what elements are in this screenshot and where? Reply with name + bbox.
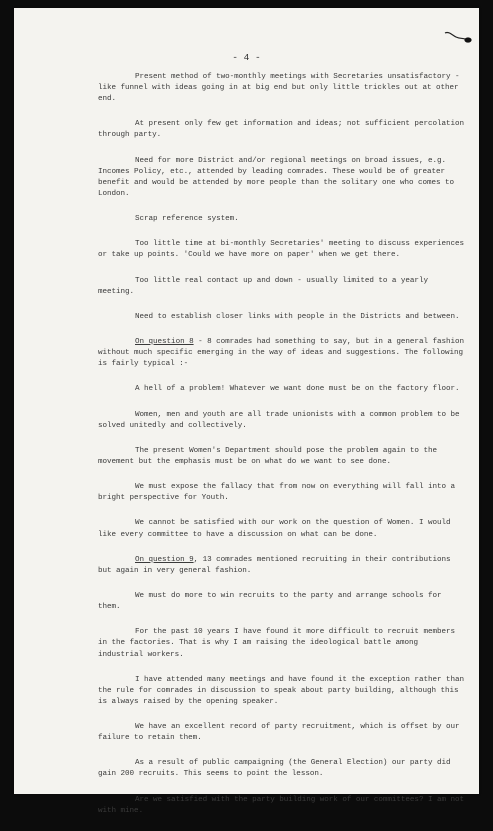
- paragraph: The present Women's Department should pose the problem again to the movement but the emphasis must be on what do we want to see done.: [98, 446, 437, 466]
- question-text: - 8 comrades had something to say, but in a general fashion without much specific emerging in the way of ideas and suggestions. The following is fairly typical :-: [98, 338, 465, 369]
- paragraph: At present only few get information and ideas; not sufficient percolation through party.: [98, 120, 465, 140]
- paragraph: A hell of a problem! Whatever we want done must be on the factory floor.: [135, 385, 460, 394]
- paragraph: We have an excellent record of party recruitment, which is offset by our failure to retain them.: [98, 723, 460, 743]
- question-text: , 13 comrades mentioned recruiting in their contributions but again in very general fashion.: [98, 555, 451, 575]
- paragraph: We must expose the fallacy that from now on everything will fall into a bright perspective for Youth.: [98, 483, 455, 503]
- paragraph: Are we satisfied with the party building work of our committees? I am not with mine.: [98, 795, 465, 815]
- paragraph: Present method of two-monthly meetings with Secretaries unsatisfactory - like funnel with ideas going in at big end but only little trickles out at other end.: [98, 73, 460, 104]
- paragraph: I have attended many meetings and have found it the exception rather than the rule for comrades in discussion to speak about party building, although this is always raised by the opening speaker.: [98, 675, 465, 706]
- question-9-paragraph: [98, 555, 466, 577]
- paragraph: Too little real contact up and down - usually limited to a yearly meeting.: [98, 276, 428, 296]
- pen-mark-icon: [443, 28, 473, 46]
- paragraph: We must do more to win recruits to the party and arrange schools for them.: [98, 592, 442, 612]
- paragraph: For the past 10 years I have found it more difficult to recruit members in the factories. That is why I am raising the ideological battle among industrial workers.: [98, 628, 455, 659]
- paragraph: As a result of public campaigning (the General Election) our party did gain 200 recruits. This seems to point the lesson.: [98, 759, 451, 779]
- paragraph: We cannot be satisfied with our work on the question of Women. I would like every committee to have a discussion on what can be done.: [98, 519, 451, 539]
- document-body: [98, 72, 466, 831]
- question-8-paragraph: [98, 337, 466, 370]
- question-heading: On question 8: [135, 338, 194, 347]
- paragraph: Scrap reference system.: [135, 215, 239, 224]
- paragraph: Need for more District and/or regional meetings on broad issues, e.g. Incomes Policy, etc., attended by leading comrades. These would be of greater benefit and would be attended by more people than the solitary one who comes to London.: [98, 156, 455, 198]
- paragraph: Need to establish closer links with people in the Districts and between.: [135, 312, 460, 321]
- page-number: - 4 -: [232, 52, 261, 63]
- paragraph: Women, men and youth are all trade unionists with a common problem to be solved unitedly and collectively.: [98, 410, 460, 430]
- question-heading: On question 9: [135, 555, 194, 564]
- document-page: [14, 8, 479, 815]
- paragraph: Too little time at bi-monthly Secretaries' meeting to discuss experiences or take up points. 'Could we have more on paper' when we get there.: [98, 240, 465, 260]
